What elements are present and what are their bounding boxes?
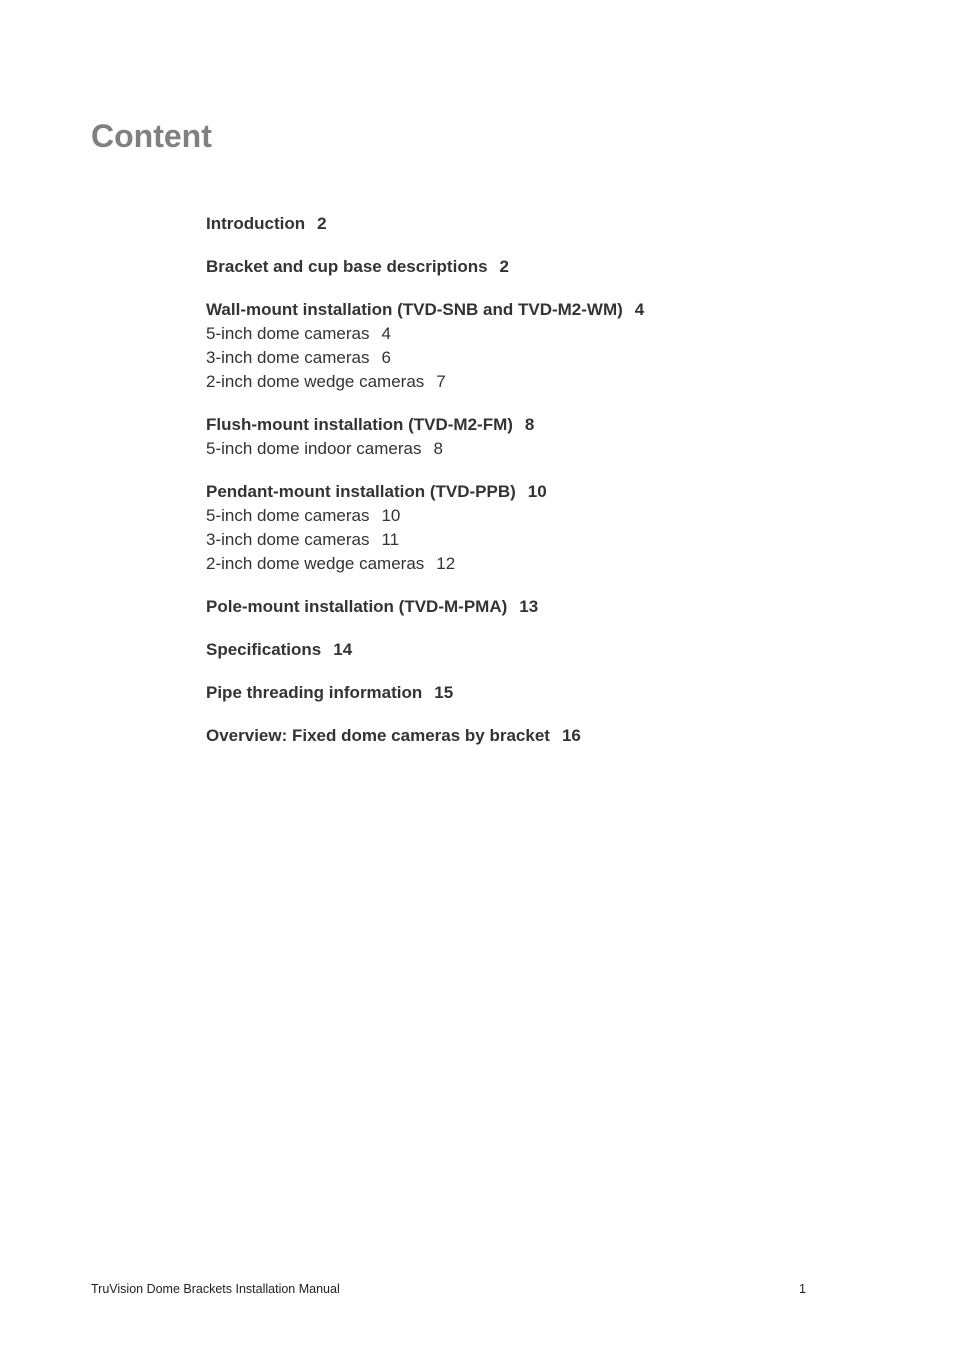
toc-subentry-page: 4: [381, 324, 391, 343]
toc-entry-title: Specifications: [206, 640, 322, 659]
toc-entry-pipe-threading[interactable]: [206, 681, 906, 705]
toc-entry-title: Pole-mount installation (TVD-M-PMA): [206, 597, 508, 616]
toc-subentry-title: 5-inch dome cameras: [206, 506, 370, 525]
toc-subentry[interactable]: [206, 346, 906, 370]
toc-section: [206, 595, 906, 619]
toc-entry-specifications[interactable]: [206, 638, 906, 662]
toc-subentry-page: 6: [381, 348, 391, 367]
toc-entry-page: 15: [434, 683, 454, 702]
toc-entry-flush-mount[interactable]: [206, 413, 906, 437]
toc-subentry-page: 7: [436, 372, 446, 391]
toc-entry-page: 13: [519, 597, 539, 616]
toc-subentry-title: 5-inch dome cameras: [206, 324, 370, 343]
toc-subentry[interactable]: [206, 504, 906, 528]
toc-subentry-title: 2-inch dome wedge cameras: [206, 372, 425, 391]
toc-entry-bracket-descriptions[interactable]: [206, 255, 906, 279]
toc-subentry-title: 2-inch dome wedge cameras: [206, 554, 425, 573]
toc-subentry-page: 11: [381, 530, 400, 549]
toc-subentry[interactable]: [206, 437, 906, 461]
toc-subentry[interactable]: [206, 528, 906, 552]
toc-entry-title: Overview: Fixed dome cameras by bracket: [206, 726, 550, 745]
toc-entry-page: 10: [527, 482, 547, 501]
toc-entry-title: Introduction: [206, 214, 306, 233]
page-title: Content: [91, 118, 212, 154]
toc-entry-page: 8: [524, 415, 535, 434]
toc-subentry[interactable]: [206, 322, 906, 346]
table-of-contents: [206, 212, 906, 767]
toc-subentry-page: 12: [436, 554, 456, 573]
toc-entry-title: Bracket and cup base descriptions: [206, 257, 488, 276]
toc-section: [206, 298, 906, 394]
toc-subentry-title: 5-inch dome indoor cameras: [206, 439, 422, 458]
toc-entry-page: 2: [317, 214, 327, 233]
toc-subentry-page: 8: [433, 439, 443, 458]
toc-section: [206, 480, 906, 576]
toc-section: [206, 638, 906, 662]
toc-entry-pole-mount[interactable]: [206, 595, 906, 619]
toc-subentry-title: 3-inch dome cameras: [206, 530, 370, 549]
toc-section: [206, 413, 906, 461]
toc-section: [206, 255, 906, 279]
toc-entry-title: Flush-mount installation (TVD-M2-FM): [206, 415, 513, 434]
toc-entry-overview[interactable]: [206, 724, 906, 748]
toc-entry-pendant-mount[interactable]: [206, 480, 906, 504]
toc-entry-title: Pipe threading information: [206, 683, 423, 702]
footer-document-title: TruVision Dome Brackets Installation Manual: [91, 1282, 340, 1296]
toc-subentry-page: 10: [381, 506, 401, 525]
toc-subentry-title: 3-inch dome cameras: [206, 348, 370, 367]
toc-entry-page: 16: [561, 726, 581, 745]
toc-section: [206, 212, 906, 236]
toc-entry-title: Wall-mount installation (TVD-SNB and TVD-M2-WM): [206, 300, 623, 319]
toc-entry-page: 14: [333, 640, 353, 659]
toc-section: [206, 724, 906, 748]
toc-entry-page: 2: [499, 257, 510, 276]
footer-page-number: 1: [799, 1282, 806, 1296]
toc-subentry[interactable]: [206, 370, 906, 394]
toc-subentry[interactable]: [206, 552, 906, 576]
toc-entry-page: 4: [634, 300, 645, 319]
toc-entry-wall-mount[interactable]: [206, 298, 906, 322]
toc-entry-introduction[interactable]: [206, 212, 906, 236]
toc-section: [206, 681, 906, 705]
toc-entry-title: Pendant-mount installation (TVD-PPB): [206, 482, 516, 501]
